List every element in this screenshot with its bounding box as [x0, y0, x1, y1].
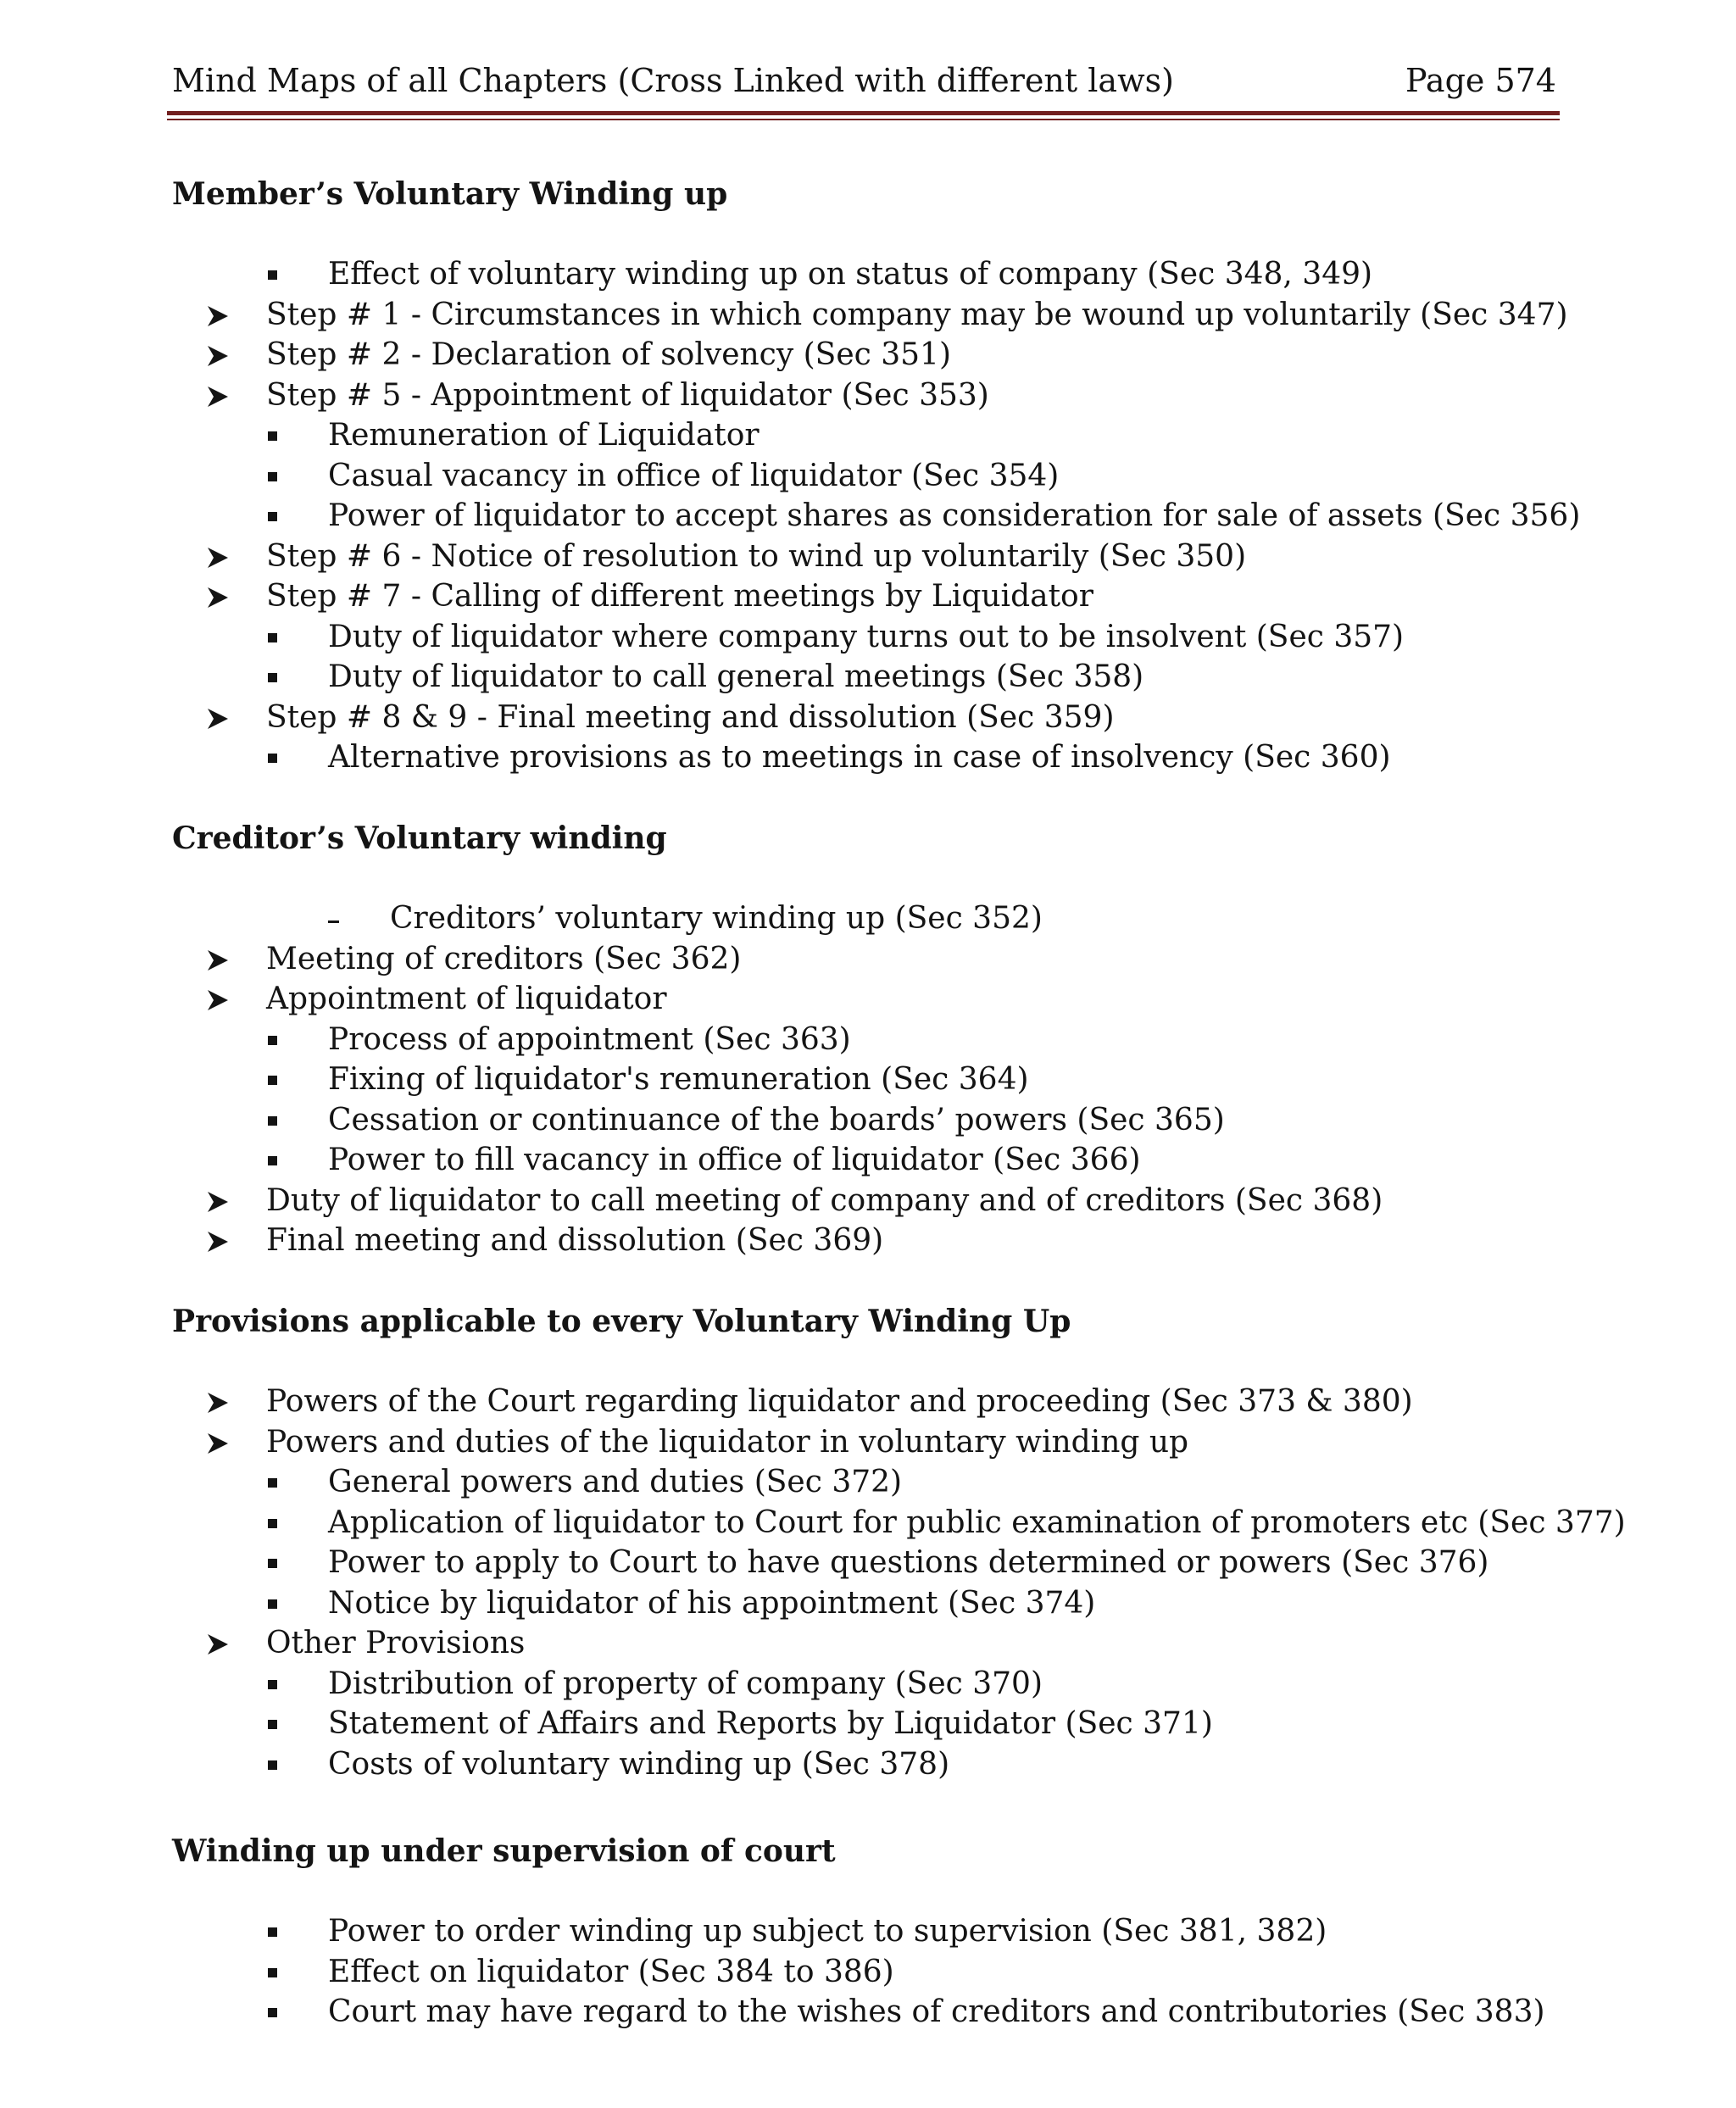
arrowhead-bullet-icon [207, 1191, 229, 1213]
square-bullet-icon [268, 1968, 277, 1977]
list-item: Remuneration of Liquidator [328, 418, 760, 453]
arrowhead-bullet-icon [207, 1633, 229, 1655]
list-item: Powers and duties of the liquidator in voluntary winding up [266, 1424, 1189, 1460]
section-heading: Creditor’s Voluntary winding [172, 820, 667, 856]
arrowhead-bullet-icon [207, 587, 229, 609]
section-heading: Provisions applicable to every Voluntary Winding Up [172, 1304, 1071, 1339]
square-bullet-icon [268, 270, 277, 280]
list-item: Application of liquidator to Court for public examination of promoters etc (Sec 377) [328, 1505, 1626, 1540]
square-bullet-icon [268, 1927, 277, 1937]
square-bullet-icon [268, 1559, 277, 1568]
list-item: Casual vacancy in office of liquidator (Sec 354) [328, 458, 1060, 493]
arrowhead-bullet-icon [207, 1231, 229, 1253]
square-bullet-icon [268, 1076, 277, 1085]
list-item: Power to order winding up subject to supervision (Sec 381, 382) [328, 1914, 1327, 1949]
list-item: Statement of Affairs and Reports by Liquidator (Sec 371) [328, 1706, 1213, 1741]
square-bullet-icon [268, 2008, 277, 2017]
list-item: Power to apply to Court to have questions determined or powers (Sec 376) [328, 1545, 1489, 1580]
list-item: Creditors’ voluntary winding up (Sec 352) [390, 901, 1043, 936]
list-item: Fixing of liquidator's remuneration (Sec 364) [328, 1062, 1029, 1097]
list-item: Appointment of liquidator [266, 982, 667, 1016]
list-item: General powers and duties (Sec 372) [328, 1465, 903, 1499]
square-bullet-icon [268, 673, 277, 682]
page-header [172, 59, 1556, 110]
list-item: Alternative provisions as to meetings in case of insolvency (Sec 360) [328, 740, 1391, 775]
list-item: Step # 5 - Appointment of liquidator (Sec 353) [266, 377, 989, 413]
list-item: Cessation or continuance of the boards’ powers (Sec 365) [328, 1102, 1225, 1137]
list-item: Notice by liquidator of his appointment (Sec 374) [328, 1585, 1096, 1621]
list-item: Process of appointment (Sec 363) [328, 1021, 851, 1057]
square-bullet-icon [268, 1478, 277, 1488]
arrowhead-bullet-icon [207, 989, 229, 1011]
header-rule-thick [167, 111, 1560, 115]
page-number: Page 574 [1405, 62, 1556, 99]
list-item: Power of liquidator to accept shares as consideration for sale of assets (Sec 356) [328, 498, 1581, 533]
square-bullet-icon [268, 472, 277, 481]
square-bullet-icon [268, 1116, 277, 1126]
arrowhead-bullet-icon [207, 345, 229, 367]
square-bullet-icon [268, 1519, 277, 1528]
arrowhead-bullet-icon [207, 1432, 229, 1454]
list-item: Step # 6 - Notice of resolution to wind up voluntarily (Sec 350) [266, 538, 1247, 574]
square-bullet-icon [268, 1036, 277, 1045]
list-item: Step # 8 & 9 - Final meeting and dissolution (Sec 359) [266, 699, 1115, 735]
arrowhead-bullet-icon [207, 949, 229, 971]
arrowhead-bullet-icon [207, 386, 229, 408]
list-item: Court may have regard to the wishes of creditors and contributories (Sec 383) [328, 1994, 1545, 2029]
square-bullet-icon [268, 512, 277, 521]
section-heading: Winding up under supervision of court [172, 1833, 836, 1869]
list-item: Effect on liquidator (Sec 384 to 386) [328, 1954, 894, 1989]
arrowhead-bullet-icon [207, 547, 229, 569]
square-bullet-icon [268, 1680, 277, 1689]
list-item: Step # 7 - Calling of different meetings by Liquidator [266, 579, 1093, 614]
list-item: Costs of voluntary winding up (Sec 378) [328, 1746, 950, 1782]
list-item: Effect of voluntary winding up on status of company (Sec 348, 349) [328, 257, 1373, 292]
list-item: Step # 2 - Declaration of solvency (Sec 351) [266, 337, 951, 372]
section-heading: Member’s Voluntary Winding up [172, 176, 728, 212]
list-item: Distribution of property of company (Sec 370) [328, 1666, 1043, 1701]
arrowhead-bullet-icon [207, 708, 229, 730]
square-bullet-icon [268, 633, 277, 642]
header-title: Mind Maps of all Chapters (Cross Linked with different laws) [172, 62, 1174, 99]
square-bullet-icon [268, 1156, 277, 1165]
list-item: Powers of the Court regarding liquidator and proceeding (Sec 373 & 380) [266, 1384, 1413, 1419]
list-item: Step # 1 - Circumstances in which company may be wound up voluntarily (Sec 347) [266, 297, 1568, 332]
dash-bullet-icon [328, 921, 339, 923]
list-item: Other Provisions [266, 1626, 526, 1660]
list-item: Duty of liquidator to call meeting of company and of creditors (Sec 368) [266, 1182, 1383, 1218]
square-bullet-icon [268, 1720, 277, 1729]
arrowhead-bullet-icon [207, 305, 229, 327]
list-item: Power to fill vacancy in office of liquidator (Sec 366) [328, 1143, 1141, 1177]
list-item: Duty of liquidator to call general meetings (Sec 358) [328, 659, 1144, 694]
header-rule-thin [167, 119, 1560, 120]
list-item: Meeting of creditors (Sec 362) [266, 941, 742, 976]
square-bullet-icon [268, 1599, 277, 1609]
square-bullet-icon [268, 754, 277, 763]
square-bullet-icon [268, 1760, 277, 1770]
square-bullet-icon [268, 431, 277, 441]
arrowhead-bullet-icon [207, 1392, 229, 1414]
list-item: Duty of liquidator where company turns out to be insolvent (Sec 357) [328, 619, 1405, 654]
list-item: Final meeting and dissolution (Sec 369) [266, 1223, 884, 1258]
